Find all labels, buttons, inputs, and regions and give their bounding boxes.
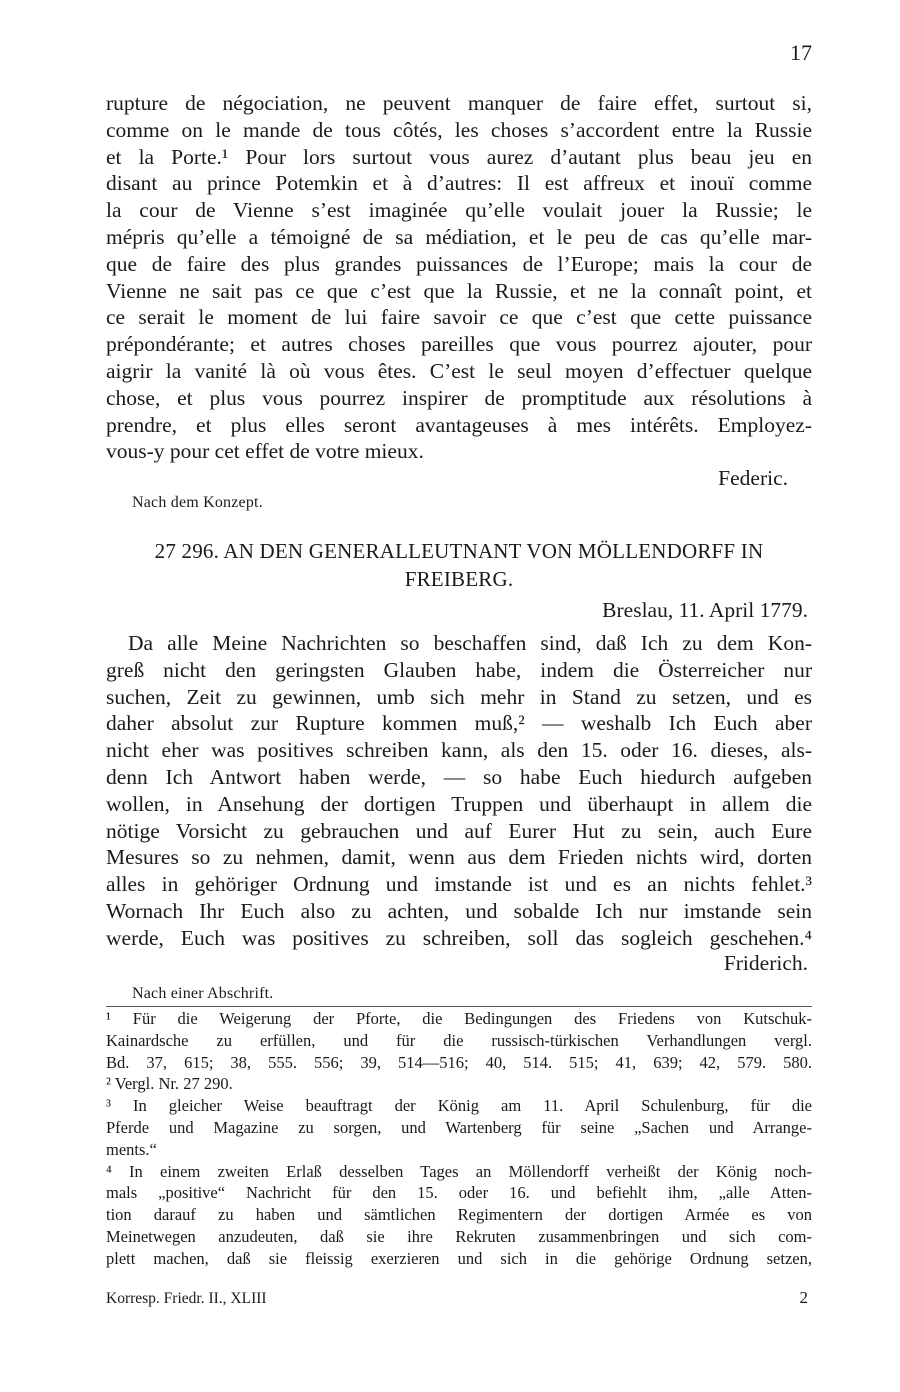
text-line: Vienne ne sait pas ce que c’est que la Russie, et ne la connaît point, et [106, 278, 812, 303]
text-line: la cour de Vienne s’est imaginée qu’elle voulait jouer la Russie; le [106, 198, 812, 223]
text-line: comme on le mande de tous côtés, les choses s’accordent entre la Russie [106, 117, 812, 142]
footnote-line: Kainardsche zu erfüllen, und für die russisch-türkischen Verhandlungen vergl. [106, 1030, 812, 1050]
text-line: rupture de négociation, ne peuvent manquer de faire effet, surtout si, [106, 91, 812, 115]
footer-signature-mark: Korresp. Friedr. II., XLIII [106, 1290, 267, 1307]
text-line: Da alle Meine Nachrichten so beschaffen sind, daß Ich zu dem Kon- [128, 631, 812, 655]
letter-body-german [106, 630, 812, 952]
text-line: greß nicht den geringsten Glauben habe, indem die Österreicher nur [106, 657, 812, 682]
footnote-divider [106, 1006, 812, 1007]
footnote-line: ⁴ In einem zweiten Erlaß desselben Tages an Möllendorff verheißt der König noch- [106, 1161, 812, 1181]
text-line: suchen, Zeit zu gewinnen, umb sich mehr in Stand zu setzen, und es [106, 684, 812, 709]
text-line: et la Porte.¹ Pour lors surtout vous aurez d’autant plus beau jeu en [106, 144, 812, 169]
footnote-line: mals „positive“ Nachricht für den 15. oder 16. und befiehlt ihm, „alle Atten- [106, 1183, 812, 1203]
footnote-line: Bd. 37, 615; 38, 555. 556; 39, 514—516; 40, 514. 515; 41, 639; 42, 579. 580. [106, 1052, 812, 1072]
text-line: nicht eher was positives schreiben kann, als den 15. oder 16. dieses, als- [106, 738, 812, 763]
heading-line: FREIBERG. [404, 567, 514, 591]
footnote-line: tion darauf zu haben und sämtlichen Regimentern der dortigen Armée es von [106, 1205, 812, 1225]
text-line: chose, et plus vous pourrez inspirer de promptitude aux résolutions à [106, 385, 812, 410]
footnote-line: ² Vergl. Nr. 27 290. [106, 1074, 233, 1094]
text-line: aigrir la vanité là où vous êtes. C’est le seul moyen d’effectuer quelque [106, 358, 812, 383]
letter-body-french [106, 90, 812, 492]
source-note-abschrift: Nach einer Abschrift. [132, 985, 274, 1002]
text-line: wollen, in Ansehung der dortigen Truppen und überhaupt in allem die [106, 791, 812, 816]
footnote-line: Meinetwegen anzudeuten, daß sie ihre Rekruten zusammenbringen und sich com- [106, 1226, 812, 1246]
footnote-line: Pferde und Magazine zu sorgen, und Wartenberg für seine „Sachen und Arrange- [106, 1117, 812, 1137]
footnote-line: plett machen, daß sie fleissig exerzieren und sich in die gehörige Ordnung setzen, [106, 1248, 812, 1268]
text-line: vous-y pour cet effet de votre mieux. [106, 439, 424, 464]
footer-sheet-number: 2 [799, 1288, 808, 1307]
signature-federic: Federic. [718, 466, 788, 491]
heading-line: 27 296. AN DEN GENERALLEUTNANT VON MÖLLENDORFF IN [154, 539, 764, 563]
text-line: prépondérante; et autres choses pareilles que vous pourrez ajouter, pour [106, 332, 812, 357]
text-line: que de faire des plus grandes puissances de l’Europe; mais la cour de [106, 251, 812, 276]
footnote-line: ¹ Für die Weigerung der Pforte, die Bedingungen des Friedens von Kutschuk- [106, 1009, 812, 1028]
text-line: Mesures so zu nehmen, damit, wenn aus dem Frieden nichts wird, dorten [106, 845, 812, 870]
dateline: Breslau, 11. April 1779. [602, 598, 808, 622]
text-line: disant au prince Potemkin et à d’autres: Il est affreux et inouï comme [106, 171, 812, 196]
footnotes [106, 1008, 812, 1270]
text-line: prendre, et plus elles seront avantageuses à mes intérêts. Employez- [106, 412, 812, 437]
source-note-konzept: Nach dem Konzept. [132, 494, 263, 511]
signature-friderich: Friderich. [723, 951, 808, 975]
text-line: ce serait le moment de lui faire savoir ce que c’est que cette puissance [106, 305, 812, 330]
text-line: nötige Vorsicht zu gebrauchen und auf Eurer Hut zu sein, auch Eure [106, 818, 812, 843]
text-line: alles in gehöriger Ordnung und imstande ist und es an nichts fehlet.³ [106, 872, 812, 897]
text-line: werde, Euch was positives zu schreiben, soll das sogleich geschehen.⁴ [106, 925, 812, 950]
page-number: 17 [790, 40, 812, 65]
text-line: Wornach Ihr Euch also zu achten, und sobalde Ich nur imstande sein [106, 898, 812, 923]
footnote-line: ments.“ [106, 1139, 157, 1159]
text-line: mépris qu’elle a témoigné de sa médiation, et le peu de cas qu’elle mar- [106, 224, 812, 249]
text-line: denn Ich Antwort haben werde, — so habe Euch hiedurch aufgeben [106, 764, 812, 789]
footnote-line: ³ In gleicher Weise beauftragt der König am 11. April Schulenburg, für die [106, 1096, 812, 1116]
letter-heading [106, 537, 812, 593]
text-line: daher absolut zur Rupture kommen muß,² — weshalb Ich Euch aber [106, 711, 812, 736]
